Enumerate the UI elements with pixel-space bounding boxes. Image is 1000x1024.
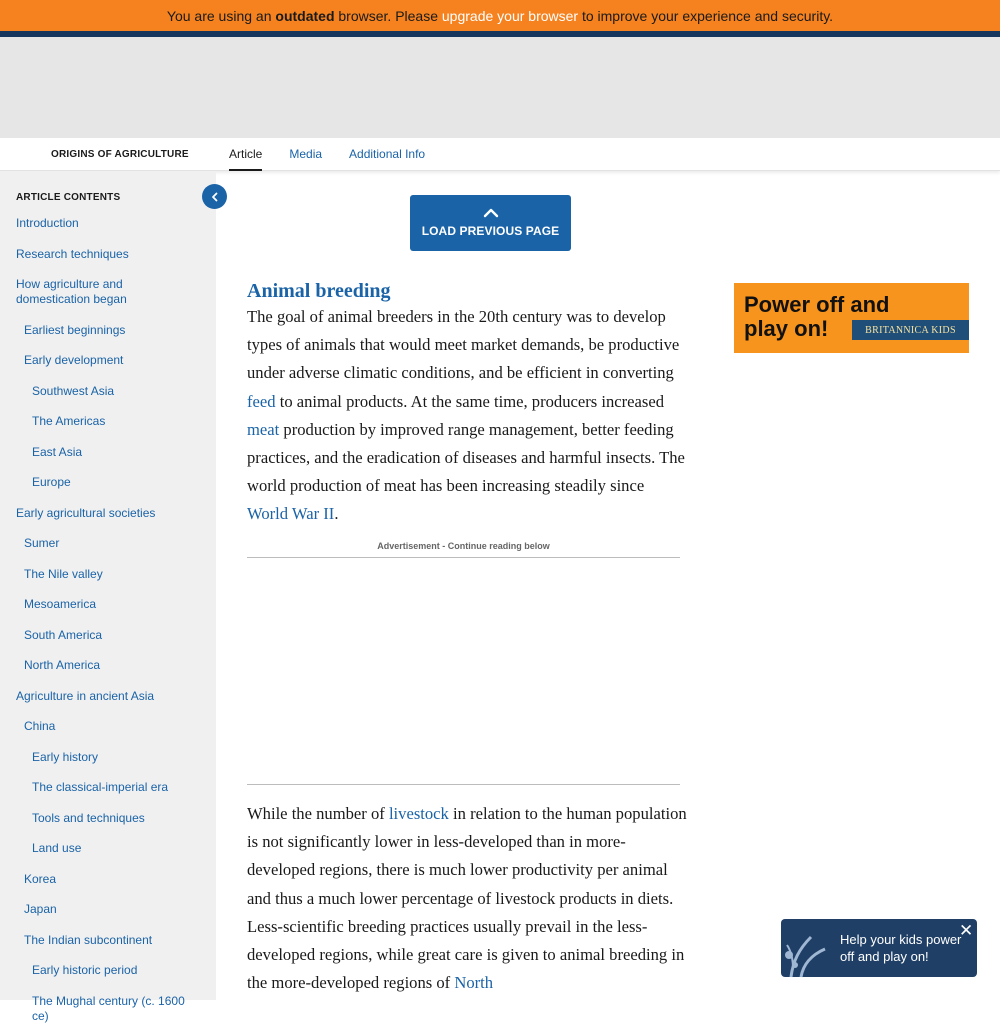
article-tabs — [229, 138, 452, 171]
banner-text-bold: outdated — [275, 7, 335, 24]
banner-text-pre: You are using an — [166, 7, 272, 24]
top-ad-slot — [0, 37, 1000, 138]
para-text: in relation to the human population is not significantly lower in less-developed than in more-developed regions, there is much lower productivity per animal and thus a much lower percentage of livestock products in diets. Less-scientific breeding practices usually prevail in the less-developed regions, while great care is given to animal breeding in the more-developed regions of — [247, 804, 687, 993]
toc-item[interactable]: The Nile valley — [24, 566, 103, 581]
para-text: While the number of — [247, 804, 389, 823]
toc-item[interactable]: China — [24, 719, 56, 733]
britannica-kids-ad[interactable] — [734, 283, 969, 353]
advertisement-label: Advertisement - Continue reading below — [377, 541, 550, 551]
toc-item[interactable]: Europe — [32, 475, 71, 489]
tab-media[interactable]: Media — [289, 147, 323, 161]
close-icon[interactable]: ✕ — [959, 921, 974, 940]
article-contents-heading: ARTICLE CONTENTS — [16, 192, 121, 203]
paragraph-livestock — [247, 800, 687, 997]
promo-line-1: Help your kids power — [840, 932, 962, 947]
para-text: production by improved range management, better feeding practices, and the eradication of diseases and harmful insects. The world production of meat has been increasing steadily since — [247, 419, 685, 496]
link-feed[interactable]: feed — [247, 391, 276, 411]
toc-item[interactable]: The Indian subcontinent — [24, 932, 153, 947]
toc-item[interactable]: The classical-imperial era — [32, 780, 169, 794]
toc-item[interactable]: Agriculture in ancient Asia — [16, 688, 155, 703]
kids-promo-popup[interactable] — [781, 919, 977, 977]
toc-item[interactable]: Introduction — [16, 216, 79, 230]
toc-item[interactable]: North America — [24, 658, 101, 672]
promo-text — [840, 931, 961, 965]
load-previous-label: LOAD PREVIOUS PAGE — [421, 224, 560, 238]
paragraph-animal-breeding — [247, 303, 687, 529]
toc-item[interactable]: East Asia — [32, 444, 83, 459]
link-livestock[interactable]: livestock — [388, 804, 449, 823]
toc-item[interactable]: Research techniques — [16, 246, 129, 261]
toc-item[interactable]: Southwest Asia — [32, 383, 115, 398]
ad-line-2: play on! — [744, 316, 829, 341]
toc-item[interactable]: Early history — [32, 749, 99, 764]
para-text: The goal of animal breeders in the 20th century was to develop types of animals that would meet market demands, be productive under adverse climatic conditions, and be efficient in converting — [247, 307, 680, 383]
toc-item[interactable]: Early agricultural societies — [16, 505, 156, 520]
chevron-up-icon — [483, 208, 499, 218]
para-text: to animal products. At the same time, producers increased — [275, 391, 665, 411]
tab-article[interactable]: Article — [229, 138, 262, 171]
inline-ad-slot — [247, 557, 680, 785]
promo-line-2: off and play on! — [840, 949, 929, 964]
toc-item[interactable]: Korea — [24, 871, 57, 886]
link-meat[interactable]: meat — [247, 419, 280, 439]
topic-nav-bar — [0, 138, 1000, 171]
load-previous-page-button[interactable] — [410, 195, 571, 251]
article-contents-sidebar — [0, 171, 216, 1023]
para-text: . — [334, 504, 339, 524]
upgrade-browser-link[interactable]: upgrade your browser — [441, 7, 579, 24]
outdated-browser-banner — [0, 0, 1000, 31]
ad-line-1: Power off and — [744, 292, 890, 317]
plant-illustration-icon — [781, 925, 837, 977]
toc-item[interactable]: Sumer — [24, 536, 60, 550]
britannica-kids-logo — [852, 320, 969, 340]
banner-text-post: to improve your experience and security. — [581, 7, 834, 24]
toc-item[interactable]: The Mughal century (c. 1600 ce) — [32, 993, 185, 1023]
toc-item[interactable]: Japan — [24, 902, 57, 916]
toc-item[interactable]: Earliest beginnings — [24, 322, 126, 337]
toc-item[interactable]: Land use — [32, 841, 82, 855]
toc-item[interactable]: Early development — [24, 353, 124, 367]
toc-item[interactable]: Mesoamerica — [24, 597, 97, 611]
collapse-sidebar-button[interactable] — [202, 184, 227, 209]
tab-additional-info[interactable]: Additional Info — [349, 147, 426, 161]
section-title: Animal breeding — [247, 280, 391, 302]
link-world-war-ii[interactable]: World War II — [247, 504, 335, 524]
banner-text-mid: browser. Please — [338, 7, 438, 24]
toc-item[interactable]: The Americas — [32, 414, 106, 428]
topic-title: ORIGINS OF AGRICULTURE — [51, 149, 189, 160]
toc-item[interactable]: How agriculture and domestication began — [16, 277, 127, 306]
britannica-kids-text: BRITANNICA KIDS — [865, 324, 956, 336]
toc-item[interactable]: Early historic period — [32, 963, 138, 977]
toc-item[interactable]: South America — [24, 627, 103, 642]
toc-item[interactable]: Tools and techniques — [32, 810, 145, 825]
link-north[interactable]: North — [454, 973, 494, 993]
chevron-left-icon — [210, 192, 220, 202]
